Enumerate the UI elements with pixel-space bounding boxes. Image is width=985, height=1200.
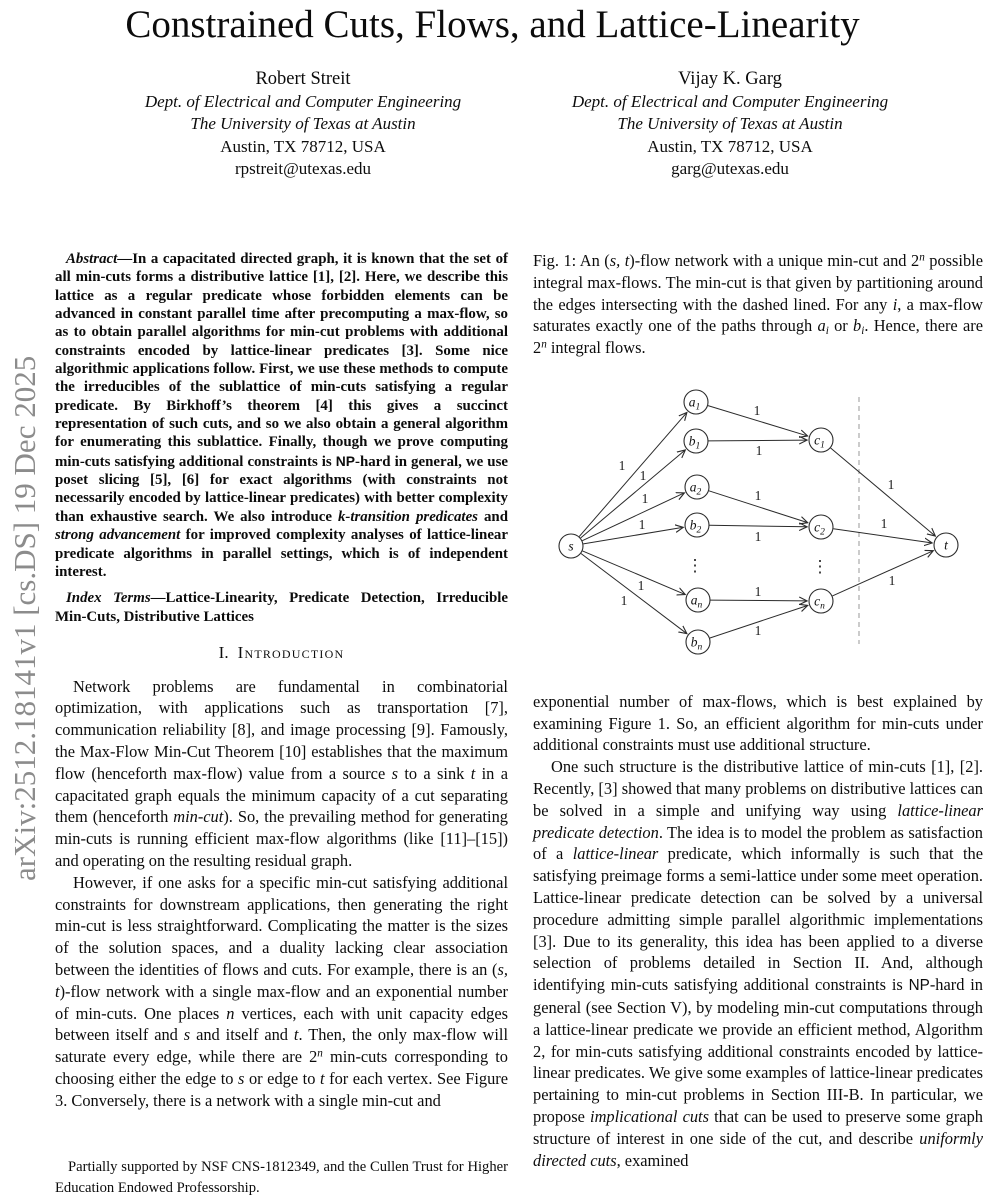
node-label-b1: $b_1$	[688, 433, 701, 452]
flow-network-diagram	[533, 379, 983, 671]
right-column	[533, 250, 983, 1171]
section-heading-introduction	[55, 642, 508, 664]
left-column	[55, 250, 508, 1112]
edge-capacity-label: 1	[754, 487, 762, 503]
vertical-ellipsis: ⋮	[686, 555, 704, 575]
index-terms: Index Terms—Lattice-Linearity, Predicate Detection, Irreducible Min-Cuts, Distributive Lattices	[55, 590, 508, 625]
node-label-b2: $b_2$	[689, 517, 702, 536]
edge-capacity-label: 1	[753, 402, 761, 418]
author-university: The University of Texas at Austin	[617, 114, 843, 133]
edge-capacity-label: 1	[754, 528, 762, 544]
edge-s-bn	[581, 553, 686, 633]
edge-an-cn	[711, 600, 807, 601]
author-name: Vijay K. Garg	[678, 69, 782, 89]
node-label-c1: $c_1$	[814, 432, 825, 451]
edge-b2-c2	[710, 525, 807, 527]
node-label-a2: $a_2$	[689, 479, 702, 498]
intro-paragraph-2: However, if one asks for a specific min-cut satisfying additional constraints for downstream applications, then generating the right min-cut is less straightforward. Complicating the matter is the sizes of the solution spaces, and a duality lacking clear association between the identities of flows and cuts. For example, there is an (s, t)-flow network with a single max-flow and an exponential number of min-cuts. One places n vertices, each with unit capacity edges between itself and s and itself and t. Then, the only max-flow will saturate every edge, while there are 2$^n$ min-cuts corresponding to choosing either the edge to s or edge to t for each vertex. See Figure 3. Conversely, there is a network with a single min-cut and	[55, 872, 509, 1110]
node-label-t: t	[944, 537, 948, 553]
vertical-ellipsis: ⋮	[811, 556, 829, 576]
edge-capacity-label: 1	[880, 515, 888, 531]
author-city: Austin, TX 78712, USA	[647, 136, 813, 156]
edge-capacity-label: 1	[618, 457, 626, 473]
node-label-a1: $a_1$	[688, 394, 701, 413]
support-footnote: Partially supported by NSF CNS-1812349, and the Cullen Trust for Higher Education Endowed Professorship.	[55, 1159, 508, 1196]
edge-s-b2	[583, 527, 682, 544]
node-label-c2: $c_2$	[814, 519, 825, 538]
edge-s-a2	[582, 490, 684, 541]
author-city: Austin, TX 78712, USA	[220, 136, 386, 156]
figure-1	[533, 379, 983, 677]
edge-s-b1	[581, 450, 685, 538]
figure-1-caption: Fig. 1: An (s, t)-flow network with a unique min-cut and 2$^n$ possible integral max-flows. The min-cut is that given by partitioning around the edges intersecting with the dashed lined. For any i, a max-flow saturates exactly one of the paths through ai or bi. Hence, there are 2$^n$ integral flows.	[533, 251, 984, 358]
abstract-paragraph: Abstract—In a capacitated directed graph, it is known that the set of all min-cuts forms a distributive lattice [1], [2]. Here, we describe this lattice as a regular predicate whose forbidden elements can be advanced in constant parallel time after precomputing a max-flow, so as to obtain parallel algorithms for min-cut problems with additional constraints encoded by lattice-linear predicates [3]. Some nice algorithmic applications follow. First, we use these methods to compute the irreducibles of the sublattice of min-cuts satisfying a regular predicate. By Birkhoff’s theorem [4] this gives a succinct representation of such cuts, and so we also obtain a general algorithm for enumerating this sublattice. Finally, though we prove computing min-cuts satisfying additional constraints is NP-hard in general, we use poset slicing [5], [6] for exact algorithms (with constraints not necessarily encoded by lattice-linear predicates) with better complexity than exhaustive search. We also introduce k-transition predicates and strong advancement for improved complexity analyses of lattice-linear predicate algorithms in parallel settings, which is of independent interest.	[55, 251, 508, 580]
edge-capacity-label: 1	[639, 467, 647, 483]
edge-s-an	[583, 551, 685, 594]
edge-capacity-label: 1	[641, 490, 649, 506]
intro-paragraph-1: Network problems are fundamental in combinatorial optimization, with applications such as transportation [7], communication reliability [8], and image processing [9]. Famously, the Max-Flow Min-Cut Theorem [10] establishes that the maximum flow (henceforth max-flow) value from a source s to a sink t in a capacitated graph equals the minimum capacity of a cut separating them (henceforth min-cut). So, the prevailing method for generating min-cuts is running efficient max-flow algorithms (like [11]–[15]) and operating on the resulting residual graph.	[55, 676, 508, 871]
node-label-s: s	[568, 538, 574, 554]
edge-s-a1	[579, 413, 686, 537]
author-dept: Dept. of Electrical and Computer Engineering	[571, 91, 889, 111]
section-number: I.	[218, 642, 229, 662]
edge-b1-c1	[709, 440, 807, 441]
author-block-1	[113, 68, 493, 181]
body-paragraph-lattice: One such structure is the distributive lattice of min-cuts [1], [2]. Recently, [3] showed that many problems on distributive lattices can be solved in a simple and unifying way using lattice-linear predicate detection. The idea is to model the problem as satisfaction of a lattice-linear predicate, which informally is such that the satisfying preimage forms a semi-lattice under some meet operation. Lattice-linear predicate detection can be solved by a universal procedure admitting simple parallel algorithmic implementations [3]. Due to its generality, this idea has been applied to a diverse selection of problems detailed in Section II. And, although identifying min-cuts satisfying additional constraints is NP-hard in general (see Section V), by modeling min-cut computations through a lattice-linear predicate we provide an efficient method, Algorithm 2, for min-cuts satisfying additional constraints encoded by lattice-linear predicates. We give some examples of lattice-linear predicates pertaining to min-cut problems in Section III-B. In particular, we propose implicational cuts that can be used to preserve some graph structure of interest in one side of the cut, and describe uniformly directed cuts, examined	[533, 757, 984, 1170]
edge-cn-t	[832, 551, 932, 596]
edge-capacity-label: 1	[754, 622, 762, 638]
edge-capacity-label: 1	[638, 516, 646, 532]
author-dept: Dept. of Electrical and Computer Engineering	[144, 91, 462, 111]
author-block-2	[540, 68, 920, 181]
arxiv-banner: arXiv:2512.18141v1 [cs.DS] 19 Dec 2025	[7, 355, 42, 881]
edge-capacity-label: 1	[754, 583, 762, 599]
author-university: The University of Texas at Austin	[190, 114, 416, 133]
author-email: rpstreit@utexas.edu	[234, 159, 372, 178]
section-title: Introduction	[237, 642, 345, 662]
body-paragraph-continuation: exponential number of max-flows, which is best explained by examining Figure 1. So, an efficient algorithm for min-cuts under additional constraints must use additional structure.	[533, 691, 983, 755]
author-email: garg@utexas.edu	[671, 159, 789, 178]
node-label-an: $a_n$	[690, 592, 703, 611]
edge-capacity-label: 1	[637, 577, 645, 593]
node-label-cn: $c_n$	[814, 593, 825, 612]
edge-capacity-label: 1	[755, 442, 763, 458]
node-label-bn: $b_n$	[690, 634, 703, 653]
edge-capacity-label: 1	[620, 592, 628, 608]
author-name: Robert Streit	[255, 69, 351, 89]
edge-capacity-label: 1	[888, 572, 896, 588]
paper-title: Constrained Cuts, Flows, and Lattice-Linearity	[125, 3, 860, 46]
edge-capacity-label: 1	[887, 476, 895, 492]
